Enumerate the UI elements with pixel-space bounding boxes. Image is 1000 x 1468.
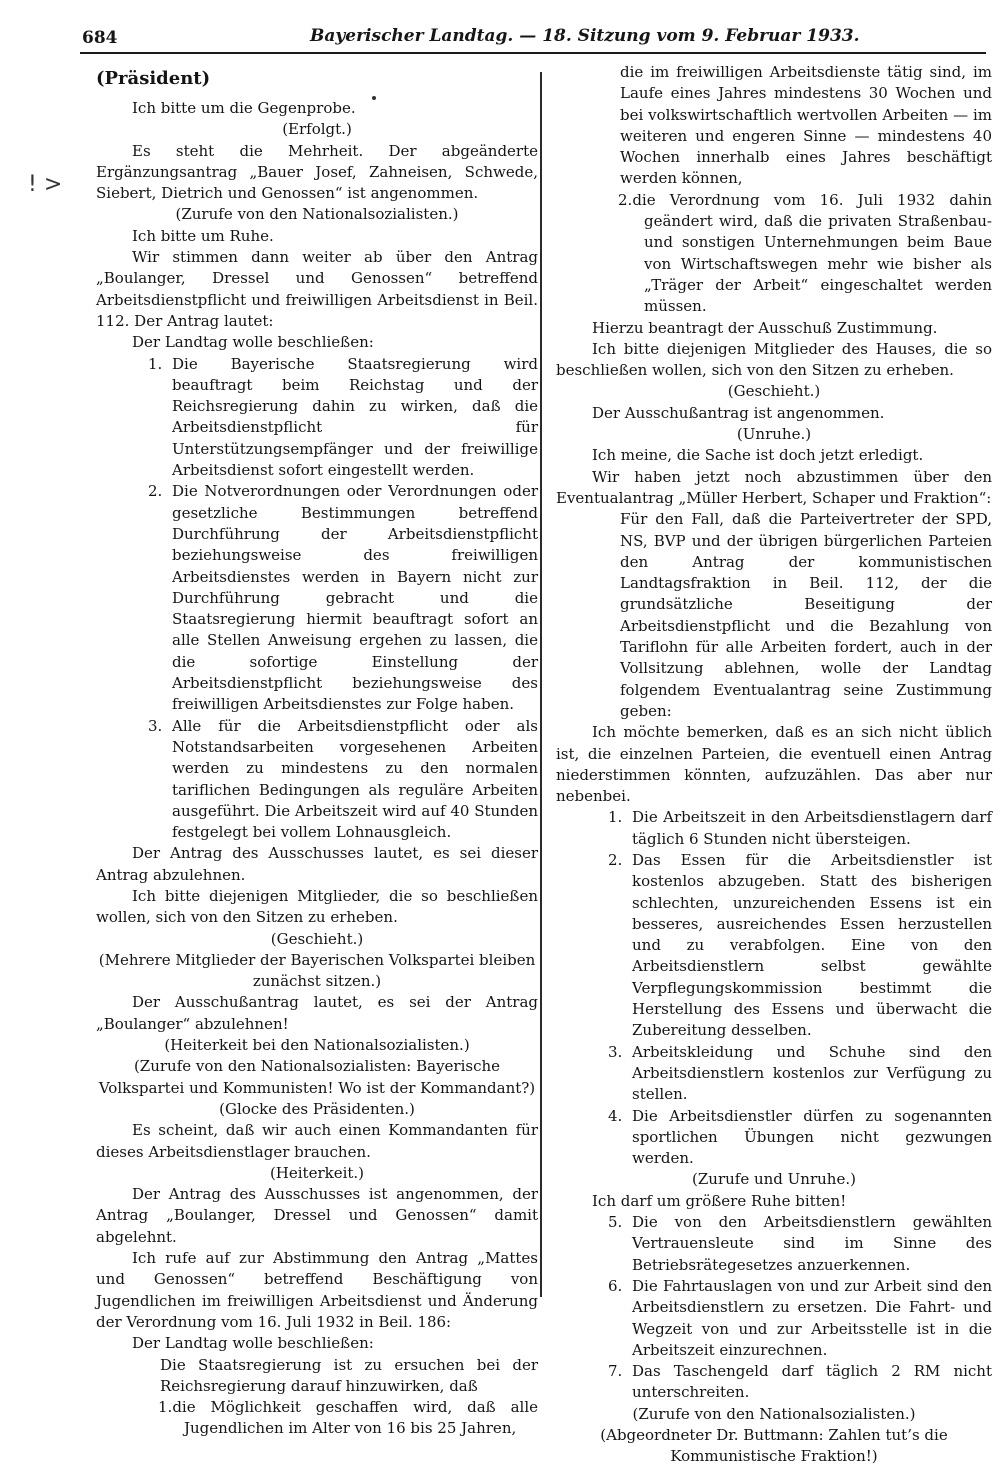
left-column-text (96, 98, 538, 1440)
page-header (80, 22, 986, 54)
running-title: Bayerischer Landtag. — 18. Sitzung vom 9. Februar 1933. (310, 26, 860, 46)
numbered-list-item (96, 716, 538, 844)
list-item-text: Die Notverordnungen oder Verordnungen oder gesetzliche Bestimmungen betreffend Durchführung der Arbeitsdienstpflicht beziehungsweise des freiwilligen Arbeitsdienstes werden in Bayern nicht zur Durchführung gebracht und die Staatsregierung hiermit beauftragt sofort an alle Stellen Anweisung ergehen zu lassen, die die sofortige Einstellung der Arbeitsdienstpflicht beziehungsweise des freiwilligen Arbeitsdienstes zur Folge haben. (172, 482, 538, 714)
list-item-number: 1. (148, 354, 163, 373)
paragraph: Es steht die Mehrheit. Der abgeänderte Ergänzungsantrag „Bauer Josef, Zahneisen, Schwede, Siebert, Dietrich und Genossen“ ist angenommen. (96, 141, 538, 203)
paragraph: Ich bitte um die Gegenprobe. (132, 99, 356, 117)
interjection: (Abgeordneter Dr. Buttmann: Zahlen tut’s die Kommunistische Fraktion!) (600, 1426, 948, 1466)
handwritten-margin-mark: ! > (28, 172, 63, 197)
speaker-heading: (Präsident) (96, 68, 211, 89)
right-column-text (556, 62, 992, 1468)
paragraph: Ich rufe auf zur Abstimmung den Antrag „Mattes und Genossen“ betreffend Beschäftigung von Jugendlichen im freiwilligen Arbeitsdienst und Änderung der Verordnung vom 16. Juli 1932 in Beil. 186: (96, 1249, 538, 1331)
paragraph: Es scheint, daß wir auch einen Kommandanten für dieses Arbeitsdienstlager brauchen. (96, 1121, 538, 1161)
paragraph: Der Ausschußantrag lautet, es sei der Antrag „Boulanger“ abzulehnen! (96, 993, 538, 1033)
numbered-list-item (556, 1361, 992, 1404)
interjection: (Geschieht.) (727, 382, 821, 401)
list-item-text: Das Essen für die Arbeitsdienstler ist kostenlos abzugeben. Statt des bisherigen schlechten, unzureichenden Essens ist ein besseres, ausreichendes Essen herzustellen und zu verabfolgen. Eine von den Arbeitsdienstlern selbst gewählte Verpflegungskommission bestimmt die Herstellung des Essens und überwacht die Zubereitung desselben. (632, 850, 992, 1040)
interjection: (Heiterkeit.) (269, 1163, 365, 1182)
page-number: 684 (82, 28, 118, 48)
paragraph: Der Antrag des Ausschusses lautet, es sei dieser Antrag abzulehnen. (96, 844, 538, 884)
interjection: (Zurufe von den Nationalsozialisten: Bayerische Volkspartei und Kommunisten! Wo ist der Kommandant?) (98, 1057, 536, 1097)
paragraph: Hierzu beantragt der Ausschuß Zustimmung. (592, 318, 938, 337)
interjection: (Glocke des Präsidenten.) (219, 1099, 415, 1118)
paragraph: Ich möchte bemerken, daß es an sich nicht üblich ist, die einzelnen Parteien, die eventuell einen Antrag niederstimmen könnten, aufzuzählen. Das aber nur nebenbei. (556, 723, 992, 806)
numbered-list-item (96, 481, 538, 715)
list-item-number: 4. (608, 1106, 623, 1125)
numbered-list-item (96, 1397, 538, 1440)
paragraph: Für den Fall, daß die Parteivertreter der SPD, NS, BVP und der übrigen bürgerlichen Parteien den Antrag der kommunistischen Landtagsfraktion in Beil. 112, der die grundsätzliche Beseitigung der Arbeitsdienstpflicht und die Bezahlung von Tariflohn für alle Arbeiten fordert, auch in der Vollsitzung ablehnen, wolle der Landtag folgendem Eventualantrag seine Zustimmung geben: (620, 510, 992, 720)
list-item-number: 7. (608, 1362, 623, 1381)
numbered-list-item (96, 354, 538, 482)
paragraph: die im freiwilligen Arbeitsdienste tätig sind, im Laufe eines Jahres mindestens 30 Wochen und bei volkswirtschaftlich wertvollen Arbeiten — im weiteren und engeren Sinne — mindestens 40 Wochen innerhalb eines Jahres beschäftigt werden können, (620, 63, 992, 188)
left-column (96, 64, 538, 1440)
paragraph: Wir stimmen dann weiter ab über den Antrag „Boulanger, Dressel und Genossen“ betreffend Arbeitsdienstpflicht und freiwilligen Arbeitsdienst in Beil. 112. Der Antrag lautet: (96, 248, 538, 330)
list-item-number: 2. (608, 850, 623, 869)
numbered-list-item (556, 1106, 992, 1170)
list-item-number: 3. (608, 1042, 623, 1061)
right-column (556, 62, 992, 1468)
list-item-text: Das Taschengeld darf täglich 2 RM nicht unterschreiten. (632, 1362, 992, 1402)
interjection: (Zurufe und Unruhe.) (692, 1170, 856, 1189)
paragraph: Der Landtag wolle beschließen: (132, 333, 374, 352)
list-item-number: 5. (608, 1213, 623, 1232)
list-item-text: Die Arbeitsdienstler dürfen zu sogenannten sportlichen Übungen nicht gezwungen werden. (632, 1106, 992, 1168)
paragraph: Ich bitte um Ruhe. (132, 226, 274, 245)
numbered-list-item (556, 850, 992, 1042)
list-item-text: Die Arbeitszeit in den Arbeitsdienstlagern darf täglich 6 Stunden nicht übersteigen. (632, 808, 992, 848)
interjection: (Geschieht.) (270, 929, 364, 948)
paragraph: Wir haben jetzt noch abzustimmen über den Eventualantrag „Müller Herbert, Schaper und Fraktion“: (556, 467, 992, 507)
list-item-number: 1. (158, 1398, 173, 1417)
paragraph: Der Landtag wolle beschließen: (132, 1334, 374, 1353)
numbered-list-item (556, 1276, 992, 1361)
numbered-list-item (556, 190, 992, 318)
paragraph: Ich bitte diejenigen Mitglieder des Hauses, die so beschließen wollen, sich von den Sitzen zu erheben. (556, 339, 992, 380)
list-item-text: Die Fahrtauslagen von und zur Arbeit sind den Arbeitsdienstlern zu ersetzen. Die Fahrt- und Wegzeit von und zur Arbeitsstelle ist in die Arbeitszeit einzurechnen. (632, 1276, 992, 1359)
list-item-number: 2. (148, 482, 163, 501)
paragraph: Ich meine, die Sache ist doch jetzt erledigt. (592, 446, 924, 465)
list-item-number: 6. (608, 1276, 623, 1295)
list-item-text: Alle für die Arbeitsdienstpflicht oder als Notstandsarbeiten vorgesehenen Arbeiten werden zu mindestens zu den normalen tariflichen Bedingungen als reguläre Arbeiten ausgeführt. Die Arbeitszeit wird auf 40 Stunden festgelegt bei vollem Lohnausgleich. (172, 716, 538, 842)
interjection: (Heiterkeit bei den Nationalsozialisten.) (164, 1036, 470, 1055)
interjection: (Zurufe von den Nationalsozialisten.) (175, 205, 459, 224)
interjection: (Erfolgt.) (282, 120, 352, 139)
paragraph: Die Staatsregierung ist zu ersuchen bei der Reichsregierung darauf hinzuwirken, daß (160, 1355, 538, 1395)
list-item-text: Die Bayerische Staatsregierung wird beauftragt beim Reichstag und der Reichsregierung dahin zu wirken, daß die Arbeitsdienstpflicht für Unterstützungsempfänger und der freiwillige Arbeitsdienst sofort eingestellt werden. (172, 354, 538, 480)
interjection: (Unruhe.) (736, 425, 812, 444)
list-item-text: Arbeitskleidung und Schuhe sind den Arbeitsdienstlern kostenlos zur Verfügung zu stellen. (632, 1042, 992, 1104)
numbered-list-item (556, 1212, 992, 1276)
list-item-number: 1. (608, 808, 623, 827)
paragraph: Der Ausschußantrag ist angenommen. (592, 403, 885, 422)
numbered-list-item (556, 807, 992, 850)
list-item-text: Die von den Arbeitsdienstlern gewählten Vertrauensleute sind im Sinne des Betriebsrätegesetzes anzuerkennen. (632, 1213, 992, 1274)
numbered-list-item (556, 1042, 992, 1106)
paragraph: Der Antrag des Ausschusses ist angenommen, der Antrag „Boulanger, Dressel und Genossen“ damit abgelehnt. (96, 1185, 538, 1246)
list-item-text: die Verordnung vom 16. Juli 1932 dahin geändert wird, daß die privaten Straßenbau- und sonstigen Unternehmungen beim Baue von Wirtschaftswegen mehr wie bisher als „Träger der Arbeit“ eingeschaltet werden müssen. (632, 190, 992, 316)
paragraph: Ich darf um größere Ruhe bitten! (592, 1191, 847, 1210)
list-item-text: die Möglichkeit geschaffen wird, daß alle Jugendlichen im Alter von 16 bis 25 Jahren, (172, 1398, 538, 1438)
list-item-number: 3. (148, 716, 163, 735)
interjection: (Mehrere Mitglieder der Bayerischen Volkspartei bleiben zunächst sitzen.) (98, 950, 536, 991)
list-item-number: 2. (618, 190, 633, 209)
interjection: (Zurufe von den Nationalsozialisten.) (632, 1404, 916, 1423)
column-divider (540, 72, 542, 1297)
paragraph: Ich bitte diejenigen Mitglieder, die so beschließen wollen, sich von den Sitzen zu erheben. (96, 886, 538, 927)
